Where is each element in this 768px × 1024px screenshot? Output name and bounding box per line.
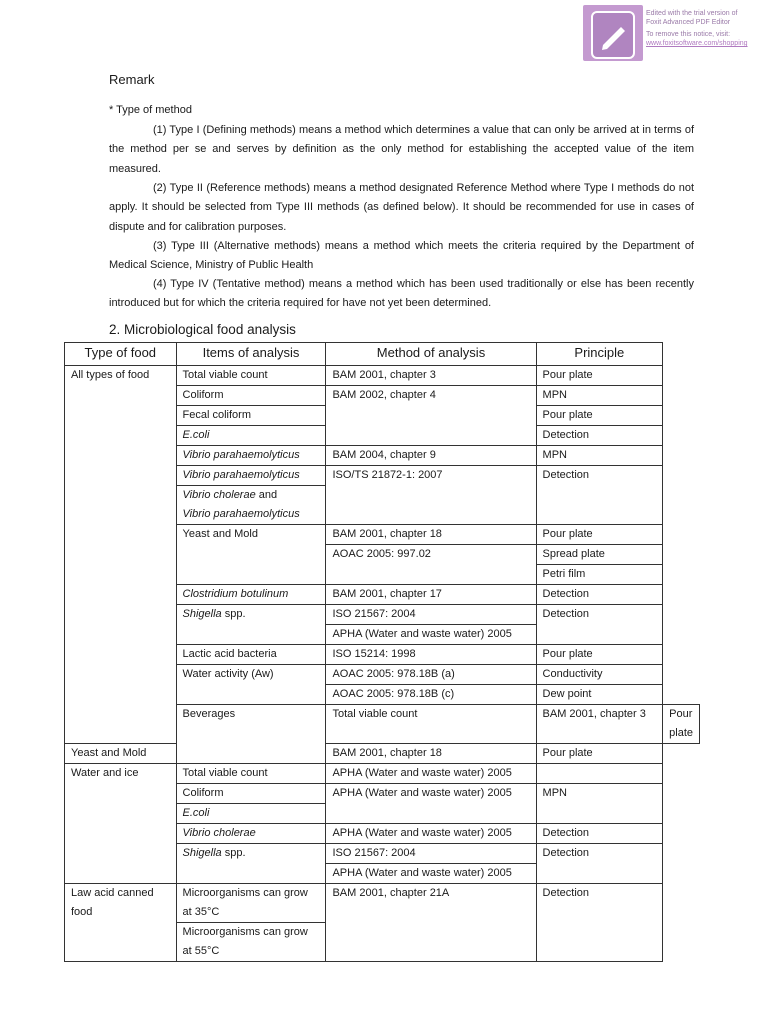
item-cell: Total viable count xyxy=(326,705,536,744)
method-cell: APHA (Water and waste water) 2005 xyxy=(326,864,536,884)
principle-cell: Spread plate xyxy=(536,545,663,565)
paragraph-type1: (1) Type I (Defining methods) means a method which determines a value that can only be arrived at in terms of the method per se and serves by definition as the only method for establishing the accepted value of the item measured. xyxy=(109,124,694,175)
table-header-row xyxy=(65,343,700,366)
item-cell: Vibrio cholerae xyxy=(176,824,326,844)
foxit-logo xyxy=(583,5,643,61)
col-items: Items of analysis xyxy=(176,343,326,366)
item-cell: Clostridium botulinum xyxy=(176,585,326,605)
principle-cell: Pour plate xyxy=(536,645,663,665)
method-cell: ISO 15214: 1998 xyxy=(326,645,536,665)
method-cell: APHA (Water and waste water) 2005 xyxy=(326,625,536,645)
col-principle: Principle xyxy=(536,343,663,366)
pencil-icon xyxy=(591,11,635,59)
type-heading: * Type of method xyxy=(109,104,192,116)
principle-cell: Pour plate xyxy=(663,705,700,744)
food-beverages: Beverages xyxy=(176,705,326,764)
principle-cell: MPN xyxy=(536,386,663,406)
method-cell: BAM 2001, chapter 18 xyxy=(326,525,536,545)
item-cell: at 35°C xyxy=(176,903,326,923)
method-cell: AOAC 2005: 978.18B (a) xyxy=(326,665,536,685)
item-cell: Shigella spp. xyxy=(176,844,326,884)
method-cell: BAM 2002, chapter 4 xyxy=(326,386,536,446)
item-cell: Microorganisms can grow xyxy=(176,884,326,904)
method-cell: BAM 2004, chapter 9 xyxy=(326,446,536,466)
item-cell: Vibrio parahaemolyticus xyxy=(176,505,326,525)
item-cell: Water activity (Aw) xyxy=(176,665,326,705)
item-cell: Microorganisms can grow xyxy=(176,923,326,943)
table-row xyxy=(65,884,700,904)
principle-cell: MPN xyxy=(536,446,663,466)
method-cell: ISO 21567: 2004 xyxy=(326,844,536,864)
principle-cell: Pour plate xyxy=(536,744,663,764)
method-cell: BAM 2001, chapter 3 xyxy=(326,366,536,386)
food-canned: Law acid canned food xyxy=(65,884,177,962)
table-row xyxy=(65,744,700,764)
table-row xyxy=(65,764,700,784)
watermark-link[interactable]: www.foxitsoftware.com/shopping xyxy=(646,40,748,47)
food-all: All types of food xyxy=(65,366,177,744)
method-cell: APHA (Water and waste water) 2005 xyxy=(326,784,536,824)
principle-cell: Detection xyxy=(536,884,663,962)
paragraph-type2: (2) Type II (Reference methods) means a method designated Reference Method where Type I methods do not apply. It should be selected from Type III methods (as defined below). It should be recommended for use in cases of dispute and for calibration purposes. xyxy=(109,182,694,233)
item-cell: Vibrio cholerae and xyxy=(176,486,326,506)
col-method: Method of analysis xyxy=(326,343,536,366)
food-water: Water and ice xyxy=(65,764,177,884)
item-cell: Total viable count xyxy=(176,366,326,386)
principle-cell: Detection xyxy=(536,824,663,844)
item-cell: Coliform xyxy=(176,784,326,804)
principle-cell: Pour plate xyxy=(536,366,663,386)
remark-title: Remark xyxy=(109,72,155,87)
principle-cell: Detection xyxy=(536,466,663,525)
section-title: 2. Microbiological food analysis xyxy=(109,322,296,337)
method-cell: APHA (Water and waste water) 2005 xyxy=(326,824,536,844)
item-cell: Yeast and Mold xyxy=(176,525,326,585)
paragraph-type3: (3) Type III (Alternative methods) means a method which meets the criteria required by the Department of Medical Science, Ministry of Public Health xyxy=(109,240,694,272)
principle-cell: Detection xyxy=(536,585,663,605)
principle-cell: Petri film xyxy=(536,565,663,585)
method-cell: BAM 2001, chapter 21A xyxy=(326,884,536,962)
principle-cell: Pour plate xyxy=(536,406,663,426)
method-cell: APHA (Water and waste water) 2005 xyxy=(326,764,536,784)
method-cell: BAM 2001, chapter 17 xyxy=(326,585,536,605)
method-cell: BAM 2001, chapter 3 xyxy=(536,705,663,744)
principle-cell xyxy=(536,764,663,784)
method-cell: AOAC 2005: 997.02 xyxy=(326,545,536,585)
paragraph-type4: (4) Type IV (Tentative method) means a method which has been used traditionally or else has been recently introduced but for which the criteria required for have not yet been determined. xyxy=(109,278,694,310)
method-cell: AOAC 2005: 978.18B (c) xyxy=(326,685,536,705)
principle-cell: Dew point xyxy=(536,685,663,705)
method-cell: ISO/TS 21872-1: 2007 xyxy=(326,466,536,525)
col-type-of-food: Type of food xyxy=(65,343,177,366)
item-cell: Shigella spp. xyxy=(176,605,326,645)
method-cell: BAM 2001, chapter 18 xyxy=(326,744,536,764)
analysis-table xyxy=(64,342,700,962)
item-cell: Coliform xyxy=(176,386,326,406)
item-cell: E.coli xyxy=(176,426,326,446)
item-cell: Total viable count xyxy=(176,764,326,784)
principle-cell: Detection xyxy=(536,844,663,884)
item-cell: Yeast and Mold xyxy=(65,744,177,764)
principle-cell: MPN xyxy=(536,784,663,824)
item-cell: at 55°C xyxy=(176,942,326,962)
watermark-notice: Edited with the trial version of Foxit Advanced PDF Editor To remove this notice, visit: www.foxitsoftware.com/shopping xyxy=(646,9,766,48)
method-cell: ISO 21567: 2004 xyxy=(326,605,536,625)
principle-cell: Detection xyxy=(536,605,663,645)
item-cell: Fecal coliform xyxy=(176,406,326,426)
item-cell: E.coli xyxy=(176,804,326,824)
principle-cell: Pour plate xyxy=(536,525,663,545)
item-cell: Lactic acid bacteria xyxy=(176,645,326,665)
principle-cell: Conductivity xyxy=(536,665,663,685)
item-cell: Vibrio parahaemolyticus xyxy=(176,466,326,486)
principle-cell: Detection xyxy=(536,426,663,446)
item-cell: Vibrio parahaemolyticus xyxy=(176,446,326,466)
table-row xyxy=(65,366,700,386)
